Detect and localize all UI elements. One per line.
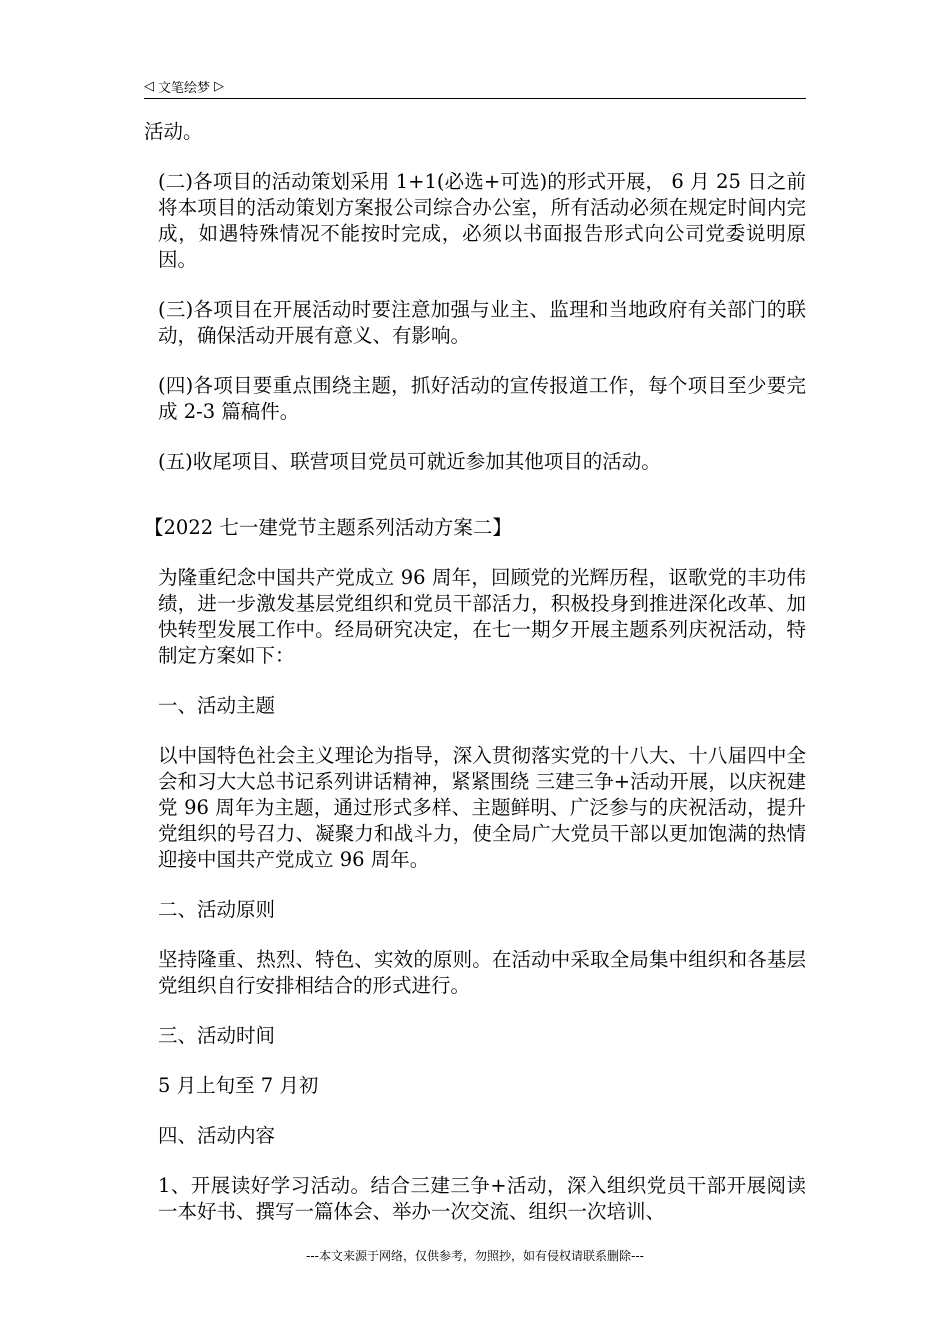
document-body <box>144 119 806 1249</box>
section-heading: 四、活动内容 <box>158 1124 276 1147</box>
paragraph: (五)收尾项目、联营项目党员可就近参加其他项目的活动。 <box>158 450 661 473</box>
paragraph: 坚持隆重、热烈、特色、实效的原则。在活动中采取全局集中组织和各基层党组织自行安排相结合的形式进行。 <box>158 948 806 997</box>
paragraph: (三)各项目在开展活动时要注意加强与业主、监理和当地政府有关部门的联动，确保活动开展有意义、有影响。 <box>158 298 806 347</box>
paragraph: (二)各项目的活动策划采用 1+1(必选+可选)的形式开展， 6 月 25 日之前将本项目的活动策划方案报公司综合办公室，所有活动必须在规定时间内完成，如遇特殊情况不能按时完成，必须以书面报告形式向公司党委说明原因。 <box>158 170 806 271</box>
paragraph: 5 月上旬至 7 月初 <box>158 1074 319 1097</box>
page-header <box>144 74 806 99</box>
right-triangle-icon: ▷ <box>214 78 225 94</box>
section-heading: 二、活动原则 <box>158 898 276 921</box>
paragraph: 1、开展读好学习活动。结合三建三争+活动，深入组织党员干部开展阅读一本好书、撰写一篇体会、举办一次交流、组织一次培训、 <box>158 1174 806 1223</box>
section-heading: 三、活动时间 <box>158 1024 276 1047</box>
page-footer: ---本文来源于网络，仅供参考，勿照抄，如有侵权请联系删除--- <box>306 1249 644 1263</box>
paragraph: 以中国特色社会主义理论为指导，深入贯彻落实党的十八大、十八届四中全会和习大大总书记系列讲话精神，紧紧围绕 三建三争+活动开展，以庆祝建党 96 周年为主题，通过形式多样、主题鲜明、广泛参与的庆祝活动，提升党组织的号召力、凝聚力和战斗力，使全局广大党员干部以更加饱满的热情迎接中国共产党成立 96 周年。 <box>158 744 806 871</box>
paragraph: (四)各项目要重点围绕主题，抓好活动的宣传报道工作，每个项目至少要完成 2-3 篇稿件。 <box>158 374 806 423</box>
section-heading: 一、活动主题 <box>158 694 276 717</box>
paragraph: 为隆重纪念中国共产党成立 96 周年，回顾党的光辉历程，讴歌党的丰功伟绩，进一步激发基层党组织和党员干部活力，积极投身到推进深化改革、加快转型发展工作中。经局研究决定，在七一期夕开展主题系列庆祝活动，特制定方案如下： <box>158 566 806 667</box>
header-title: 文笔绘梦 <box>158 80 211 96</box>
paragraph: 活动。 <box>144 120 203 143</box>
left-triangle-icon: ◁ <box>144 78 154 94</box>
section-title: 【2022 七一建党节主题系列活动方案二】 <box>144 516 512 539</box>
